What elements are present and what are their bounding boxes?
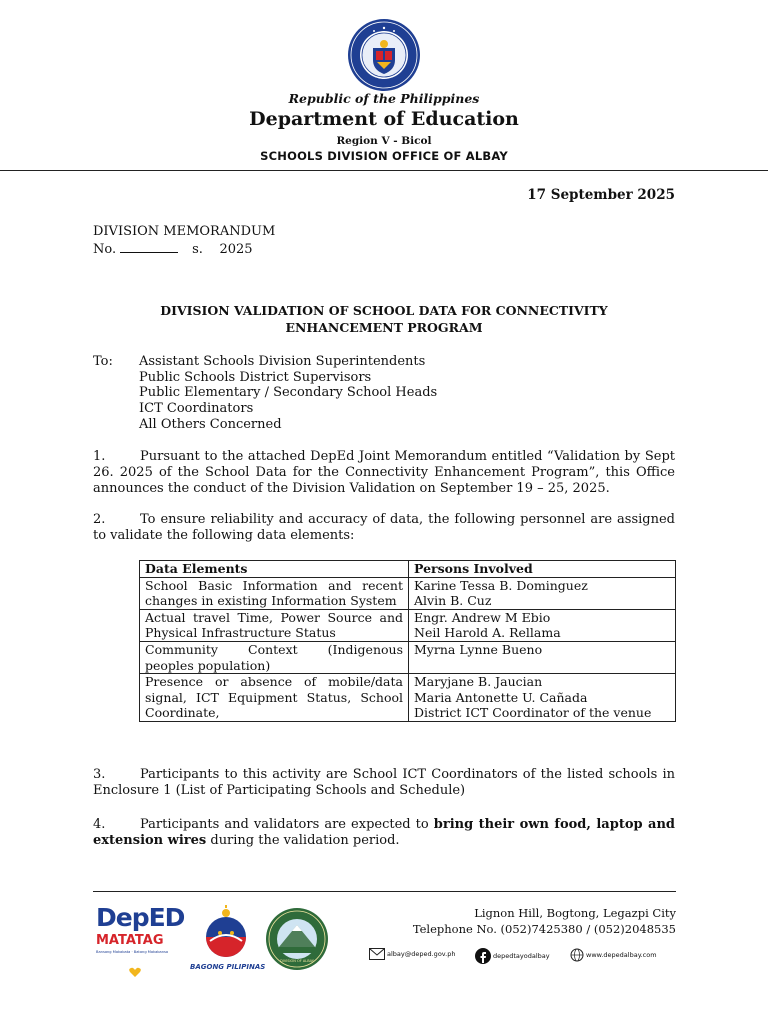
contact-email[interactable] xyxy=(369,948,455,960)
heart-icon xyxy=(129,967,141,977)
email-text: albay@deped.gov.ph xyxy=(387,950,456,958)
recipient-item: Public Elementary / Secondary School Heads xyxy=(139,385,438,401)
table-cell-persons xyxy=(409,641,676,673)
deped-wordmark: DepED xyxy=(96,903,185,932)
table-cell-element: Actual travel Time, Power Source and Physical Infrastructure Status xyxy=(140,609,409,641)
paragraph-text: To ensure reliability and accuracy of data, the following personnel are assigned to validate the following data elements: xyxy=(93,512,675,543)
contact-website[interactable] xyxy=(570,948,657,962)
person-name: Alvin B. Cuz xyxy=(414,593,492,609)
office-address: Lignon Hill, Bogtong, Legazpi City xyxy=(474,906,676,920)
recipient-item: ICT Coordinators xyxy=(139,401,254,417)
paragraph-text: Participants to this activity are School ICT Coordinators of the listed schools in Enclosure 1 (List of Participating Schools and Schedule) xyxy=(93,767,675,798)
header-divider xyxy=(0,170,768,171)
table-cell-element: Community Context (Indigenous peoples population) xyxy=(140,641,409,673)
paragraph-number: 2. xyxy=(93,512,106,527)
memo-date: 17 September 2025 xyxy=(527,187,675,203)
paragraph-number: 4. xyxy=(93,817,106,832)
recipient-list xyxy=(139,354,437,433)
footer-divider xyxy=(93,891,676,892)
paragraph-4 xyxy=(93,817,675,849)
memo-title-line-1: DIVISION VALIDATION OF SCHOOL DATA FOR CONNECTIVITY xyxy=(160,303,608,318)
memo-number-line xyxy=(93,240,275,258)
matatag-tagline: Bansang Makabata · Batang Makabansa xyxy=(96,950,169,954)
table-header-row xyxy=(140,561,676,578)
paragraph-number: 1. xyxy=(93,449,106,464)
deped-matatag-logo xyxy=(96,903,185,973)
bagong-pilipinas-emblem-icon xyxy=(190,905,262,959)
republic-heading: Republic of the Philippines xyxy=(288,91,480,106)
office-telephone: Telephone No. (052)7425380 / (052)2048535 xyxy=(412,921,676,936)
table-cell-element: Presence or absence of mobile/data signal, ICT Equipment Status, School Coordinate, xyxy=(140,674,409,722)
division-seal xyxy=(265,907,329,971)
paragraph-text: during the validation period. xyxy=(206,832,400,848)
memo-type: DIVISION MEMORANDUM xyxy=(93,224,276,239)
table-cell-persons xyxy=(409,577,676,609)
globe-icon xyxy=(570,948,584,962)
paragraph-number: 3. xyxy=(93,767,106,782)
table-row xyxy=(140,641,676,673)
table-cell-persons xyxy=(409,674,676,722)
facebook-icon xyxy=(475,948,491,964)
data-elements-table xyxy=(139,560,676,722)
memo-number-block xyxy=(93,224,275,258)
paragraph-3 xyxy=(93,767,675,799)
office-address-block xyxy=(413,906,676,937)
email-icon xyxy=(369,948,385,960)
person-name: Maryjane B. Jaucian xyxy=(414,674,543,690)
memo-series-label: s. xyxy=(192,242,203,257)
paragraph-2 xyxy=(93,512,675,544)
deped-seal-icon xyxy=(347,18,421,92)
recipient-item: Public Schools District Supervisors xyxy=(139,369,372,385)
table-header-cell: Data Elements xyxy=(140,561,409,578)
recipient-item: All Others Concerned xyxy=(139,416,282,432)
paragraph-1 xyxy=(93,449,675,496)
person-name: Karine Tessa B. Dominguez xyxy=(414,577,588,593)
paragraph-text: Pursuant to the attached DepEd Joint Memorandum entitled “Validation by Sept 26. 2025 of the School Data for the Connectivity Enhancement Program”, this Office announces the conduct of the Division Validation on September 19 – 25, 2025. xyxy=(93,449,675,496)
table-row xyxy=(140,577,676,609)
memo-number-blank xyxy=(120,240,178,253)
memo-year: 2025 xyxy=(219,242,253,257)
memo-title-line-2: ENHANCEMENT PROGRAM xyxy=(285,320,483,335)
person-name: Myrna Lynne Bueno xyxy=(414,641,543,657)
table-cell-element: School Basic Information and recent changes in existing Information System xyxy=(140,577,409,609)
person-name: Neil Harold A. Rellama xyxy=(414,625,561,641)
office-heading: SCHOOLS DIVISION OFFICE OF ALBAY xyxy=(260,149,508,163)
memo-no-label: No. xyxy=(93,242,117,257)
bagong-pilipinas-text: BAGONG PILIPINAS xyxy=(190,963,266,971)
person-name: District ICT Coordinator of the venue xyxy=(414,705,652,721)
to-label: To: xyxy=(93,354,113,369)
paragraph-text: Participants and validators are expected to xyxy=(140,817,434,832)
facebook-text: depedtayodalbay xyxy=(493,952,550,960)
paragraph-emphasis: bring their own food, laptop and extension wires xyxy=(93,817,675,848)
recipient-item: Assistant Schools Division Superintendents xyxy=(139,354,426,369)
table-row xyxy=(140,674,676,722)
table-cell-persons xyxy=(409,609,676,641)
website-text: www.depedalbay.com xyxy=(586,951,657,959)
contact-facebook[interactable] xyxy=(475,948,550,964)
department-heading: Department of Education xyxy=(249,108,519,130)
table-header-cell: Persons Involved xyxy=(409,561,676,578)
division-seal-text: DIVISION OF ALBAY xyxy=(280,959,314,963)
memo-title xyxy=(0,302,768,336)
person-name: Engr. Andrew M Ebio xyxy=(414,609,551,625)
region-heading: Region V - Bicol xyxy=(336,135,432,147)
table-row xyxy=(140,609,676,641)
matatag-wordmark: MATATAG xyxy=(96,933,164,948)
bagong-pilipinas-logo xyxy=(190,905,266,971)
person-name: Maria Antonette U. Cañada xyxy=(414,689,588,705)
